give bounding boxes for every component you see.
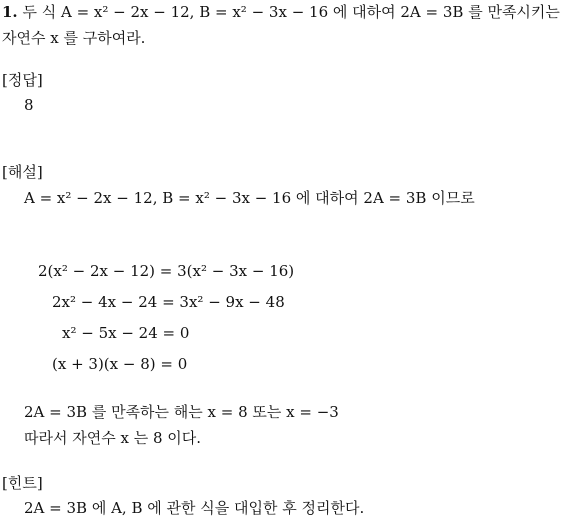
solution-step-2: 2x² − 4x − 24 = 3x² − 9x − 48 <box>52 293 285 311</box>
problem-number: 1. <box>2 3 18 21</box>
solution-step-3: x² − 5x − 24 = 0 <box>62 324 190 342</box>
problem-statement-line2 <box>2 28 145 48</box>
hint-heading: [힌트] <box>2 474 43 492</box>
solution-conclusion-2: 따라서 자연수 x 는 8 이다. <box>24 429 202 447</box>
hint-text: 2A = 3B 에 A, B 에 관한 식을 대입한 후 정리한다. <box>24 499 365 517</box>
answer-value: 8 <box>24 96 34 114</box>
solution-step-1: 2(x² − 2x − 12) = 3(x² − 3x − 16) <box>38 262 295 280</box>
solution-conclusion-1: 2A = 3B 를 만족하는 해는 x = 8 또는 x = −3 <box>24 403 339 421</box>
problem-text-line1: 두 식 A = x² − 2x − 12, B = x² − 3x − 16 에 대하여 2A = 3B 를 만족시키는 <box>22 3 560 21</box>
answer-heading: [정답] <box>2 71 43 89</box>
solution-intro: A = x² − 2x − 12, B = x² − 3x − 16 에 대하여 2A = 3B 이므로 <box>24 189 475 207</box>
solution-heading: [해설] <box>2 163 43 181</box>
problem-text-line2: 자연수 x 를 구하여라. <box>2 29 146 47</box>
problem-statement-line1 <box>2 2 560 22</box>
solution-step-4: (x + 3)(x − 8) = 0 <box>52 355 188 373</box>
